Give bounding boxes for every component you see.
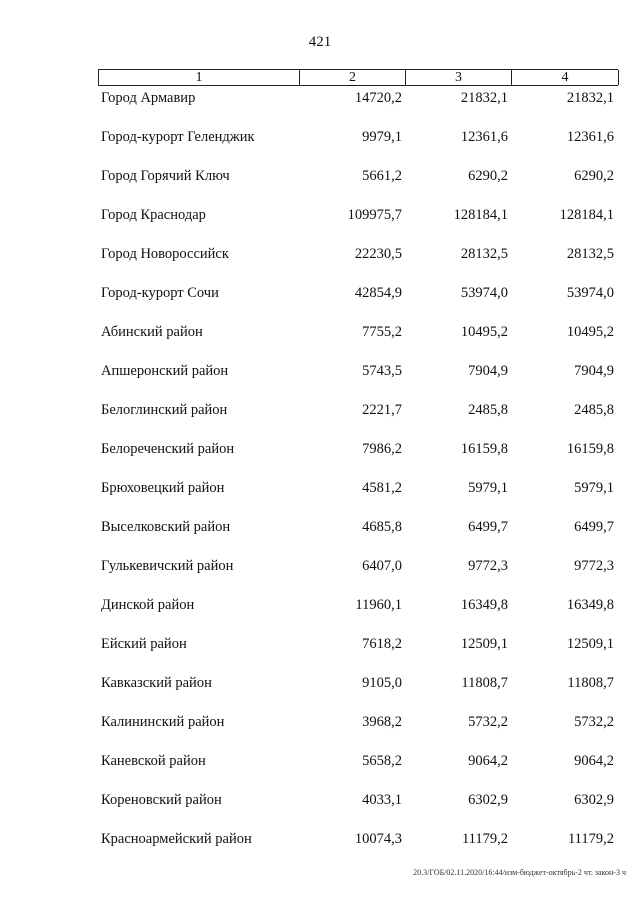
value-column-3: 9772,3 xyxy=(468,558,508,574)
value-column-4: 28132,5 xyxy=(566,246,614,262)
value-column-2: 5661,2 xyxy=(362,168,402,184)
value-column-3: 11808,7 xyxy=(461,675,508,691)
table-row xyxy=(0,244,640,264)
value-column-3: 12361,6 xyxy=(460,129,508,145)
value-column-2: 6407,0 xyxy=(362,558,402,574)
value-column-2: 42854,9 xyxy=(354,285,402,301)
value-column-3: 16159,8 xyxy=(460,441,508,457)
value-column-3: 9064,2 xyxy=(468,753,508,769)
value-column-2: 4033,1 xyxy=(362,792,402,808)
value-column-4: 10495,2 xyxy=(566,324,614,340)
table-row xyxy=(0,595,640,615)
municipality-name: Каневской район xyxy=(101,753,206,769)
footer-code: 20.3/ГОБ/02.11.2020/16:44/изм-бюджет-октябрь-2 чт. закон-3 ч xyxy=(413,868,626,877)
value-column-4: 128184,1 xyxy=(559,207,614,223)
table-header xyxy=(98,69,618,86)
value-column-4: 6302,9 xyxy=(574,792,614,808)
table-row xyxy=(0,829,640,849)
value-column-4: 12361,6 xyxy=(566,129,614,145)
value-column-3: 53974,0 xyxy=(460,285,508,301)
municipality-name: Город Армавир xyxy=(101,90,196,106)
value-column-2: 4581,2 xyxy=(362,480,402,496)
page-number: 421 xyxy=(308,34,332,50)
header-cell-2: 2 xyxy=(300,70,406,85)
table-row xyxy=(0,127,640,147)
value-column-3: 6302,9 xyxy=(468,792,508,808)
table-row xyxy=(0,166,640,186)
value-column-2: 5743,5 xyxy=(362,363,402,379)
municipality-name: Абинский район xyxy=(101,324,203,340)
value-column-2: 109975,7 xyxy=(347,207,402,223)
municipality-name: Белореченский район xyxy=(101,441,235,457)
value-column-4: 11179,2 xyxy=(567,831,614,847)
municipality-name: Кавказский район xyxy=(101,675,212,691)
table-row xyxy=(0,556,640,576)
value-column-4: 16349,8 xyxy=(566,597,614,613)
value-column-2: 4685,8 xyxy=(362,519,402,535)
value-column-3: 128184,1 xyxy=(453,207,508,223)
header-cell-3: 3 xyxy=(406,70,512,85)
municipality-name: Брюховецкий район xyxy=(101,480,225,496)
value-column-4: 9772,3 xyxy=(574,558,614,574)
value-column-4: 21832,1 xyxy=(566,90,614,106)
value-column-2: 7618,2 xyxy=(362,636,402,652)
value-column-4: 6290,2 xyxy=(574,168,614,184)
municipality-name: Выселковский район xyxy=(101,519,231,535)
value-column-4: 12509,1 xyxy=(566,636,614,652)
municipality-name: Белоглинский район xyxy=(101,402,228,418)
municipality-name: Город Новороссийск xyxy=(101,246,229,262)
municipality-name: Город-курорт Геленджик xyxy=(101,129,255,145)
table-row xyxy=(0,322,640,342)
value-column-3: 11179,2 xyxy=(461,831,508,847)
value-column-4: 7904,9 xyxy=(574,363,614,379)
value-column-2: 3968,2 xyxy=(362,714,402,730)
value-column-4: 6499,7 xyxy=(574,519,614,535)
value-column-2: 2221,7 xyxy=(362,402,402,418)
value-column-4: 5979,1 xyxy=(574,480,614,496)
table-row xyxy=(0,712,640,732)
value-column-2: 7755,2 xyxy=(362,324,402,340)
value-column-4: 53974,0 xyxy=(566,285,614,301)
municipality-name: Апшеронский район xyxy=(101,363,229,379)
table-row xyxy=(0,400,640,420)
value-column-4: 11808,7 xyxy=(567,675,614,691)
table-row xyxy=(0,283,640,303)
table-row xyxy=(0,205,640,225)
value-column-3: 10495,2 xyxy=(460,324,508,340)
header-cell-1: 1 xyxy=(99,70,300,85)
municipality-name: Город Краснодар xyxy=(101,207,206,223)
municipality-name: Кореновский район xyxy=(101,792,222,808)
value-column-3: 5732,2 xyxy=(468,714,508,730)
value-column-3: 6499,7 xyxy=(468,519,508,535)
value-column-2: 9979,1 xyxy=(362,129,402,145)
value-column-3: 7904,9 xyxy=(468,363,508,379)
municipality-name: Красноармейский район xyxy=(101,831,252,847)
table-row xyxy=(0,790,640,810)
value-column-2: 9105,0 xyxy=(362,675,402,691)
value-column-2: 5658,2 xyxy=(362,753,402,769)
header-cell-4: 4 xyxy=(512,70,619,85)
value-column-3: 28132,5 xyxy=(460,246,508,262)
value-column-4: 16159,8 xyxy=(566,441,614,457)
value-column-3: 5979,1 xyxy=(468,480,508,496)
table-row xyxy=(0,751,640,771)
value-column-3: 16349,8 xyxy=(460,597,508,613)
value-column-2: 11960,1 xyxy=(355,597,402,613)
value-column-3: 2485,8 xyxy=(468,402,508,418)
value-column-4: 2485,8 xyxy=(574,402,614,418)
municipality-name: Динской район xyxy=(101,597,195,613)
municipality-name: Город-курорт Сочи xyxy=(101,285,219,301)
municipality-name: Ейский район xyxy=(101,636,187,652)
table-row xyxy=(0,517,640,537)
municipality-name: Гулькевичский район xyxy=(101,558,234,574)
value-column-3: 21832,1 xyxy=(460,90,508,106)
value-column-3: 12509,1 xyxy=(460,636,508,652)
value-column-4: 9064,2 xyxy=(574,753,614,769)
municipality-name: Калининский район xyxy=(101,714,225,730)
value-column-2: 10074,3 xyxy=(354,831,402,847)
table-row xyxy=(0,673,640,693)
value-column-2: 7986,2 xyxy=(362,441,402,457)
table-row xyxy=(0,361,640,381)
table-row xyxy=(0,478,640,498)
value-column-3: 6290,2 xyxy=(468,168,508,184)
municipality-name: Город Горячий Ключ xyxy=(101,168,230,184)
value-column-2: 14720,2 xyxy=(354,90,402,106)
table-row xyxy=(0,634,640,654)
table-row xyxy=(0,439,640,459)
value-column-4: 5732,2 xyxy=(574,714,614,730)
value-column-2: 22230,5 xyxy=(354,246,402,262)
table-row xyxy=(0,88,640,108)
